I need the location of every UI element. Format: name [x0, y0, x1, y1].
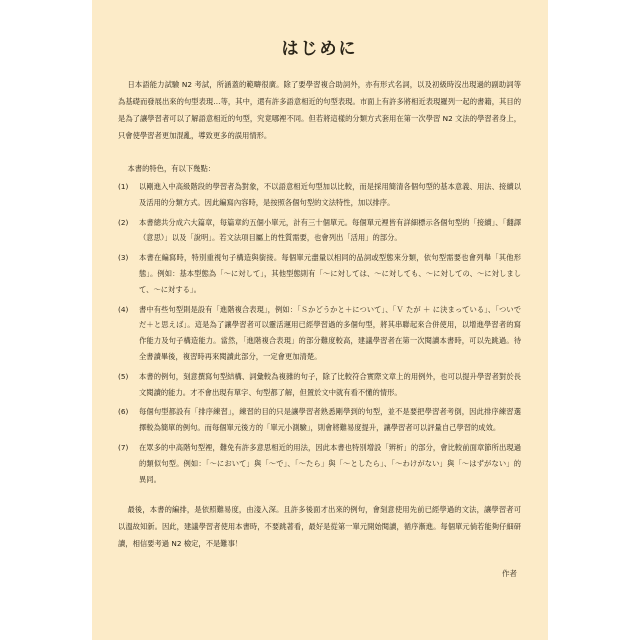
list-item-number: (2) — [118, 217, 129, 227]
list-item-text: 以剛進入中高級階段的學習者為對象，不以語意相近句型加以比較，而是採用簡清各個句型的基本意義、用法、接續以及活用的分類方式。因此編寫內容時，是按照各個句型的文法特性，加以排序。 — [139, 182, 521, 207]
list-item — [118, 179, 521, 211]
features-list — [118, 179, 521, 487]
list-item-text: 每個句型都設有「排序練習」，練習的目的只是讓學習者熟悉剛學到的句型，並不是要把學習者考倒，因此排序練習選擇較為簡單的例句。而每個單元後方的「單元小測驗」，則會將難易度提升，讓學習者可以評量自己學習的成效。 — [139, 407, 521, 433]
list-item-text: 書中有些句型則是設有「進階複合表現」，例如：「Ｓかどうかと＋について」、「Ｖ たが ＋ に決まっている」、「ついでだ＋と思えば」。這是為了讓學習者可以靈活運用已經學習過的多個句型，將其串聯起來合併使用，以增進學習者的寫作能力及句子構造能力。當然，「進階複合表現」的部分難度較高，建議學習者在第一次閱讀本書時，可以先跳過。待全書讀畢後，複習時再來閱讀此部分，一定會更加清楚。 — [139, 304, 521, 361]
list-item — [118, 404, 521, 436]
features-lead: 本書的特色，有以下幾點： — [127, 164, 216, 173]
list-item-number: (1) — [118, 182, 129, 191]
list-item-number: (5) — [118, 371, 129, 381]
list-item — [118, 440, 521, 487]
book-page — [92, 0, 548, 640]
list-item-number: (6) — [118, 407, 129, 417]
list-item — [118, 250, 521, 297]
list-item-number: (7) — [118, 442, 129, 452]
page-title: はじめに — [281, 39, 358, 59]
list-item — [118, 369, 521, 401]
list-item — [118, 215, 521, 247]
list-item-text: 本書的例句，刻意撰寫句型結構、詞彙較為複雜的句子，除了比較符合實際文章上的用例外，也可以提升學習者對於長文閱讀的能力。才不會出現有單字、句型都了解，但置於文中就有看不懂的情形。 — [139, 371, 521, 397]
list-item-number: (3) — [118, 253, 129, 263]
closing-paragraph: 最後，本書的編排，是依照難易度，由淺入深。且許多後面才出來的例句，會刻意使用先前已經學過的文法，讓學習者可以溫故知新。因此，建議學習者使用本書時，不要跳著看，最好是從第一單元開始閱讀，循序漸進。每個單元倘若能夠仔細研讀，相信要考過 N2 檢定，不是難事！ — [118, 505, 521, 549]
list-item-number: (4) — [118, 304, 129, 314]
list-item-text: 本書在編寫時，特別重視句子構造與銜接。每個單元盡量以相同的品詞或型態來分類，依句型需要也會列舉「其他形態」。例如：基本型態為「～に対して」，其他型態則有「～に対しては、～に対しても、～に対しての、～に対しまして、～に対する」。 — [139, 253, 521, 294]
list-item — [118, 302, 521, 365]
intro-paragraph: 日本語能力試驗 N2 考試，所涵蓋的範疇很廣。除了要學習複合助詞外，亦有形式名詞，以及初級時沒出現過的副助詞等為基礎而發展出來的句型表現…等，其中，還有許多語意相近的句型表現。市面上有許多將相近表現羅列一起的書籍，其目的是為了讓學習者可以了解語意相近的句型，究竟哪裡不同。但若將這樣的分類方式套用在第一次學習 N2 文法的學習者身上，只會使學習者更加混亂，導致更多的誤用情形。 — [118, 80, 521, 140]
list-item-text: 本書總共分成六大篇章，每篇章約五個小單元，計有三十個單元。每個單元裡皆有詳細標示各個句型的「接續」、「翻譯（意思）」以及「說明」。若文法項目屬上的性質需要，也會列出「活用」的部分。 — [139, 217, 521, 243]
list-item-text: 在眾多的中高階句型裡，難免有許多意思相近的用法，因此本書也特別增設「辨析」的部分，會比較前面章節所出現過的類似句型。例如：「～において」與「～で」、「～たら」與「～としたら」、「～わけがない」與「～はずがない」的異同。 — [139, 442, 521, 484]
author-signature: 作者 — [501, 569, 517, 579]
